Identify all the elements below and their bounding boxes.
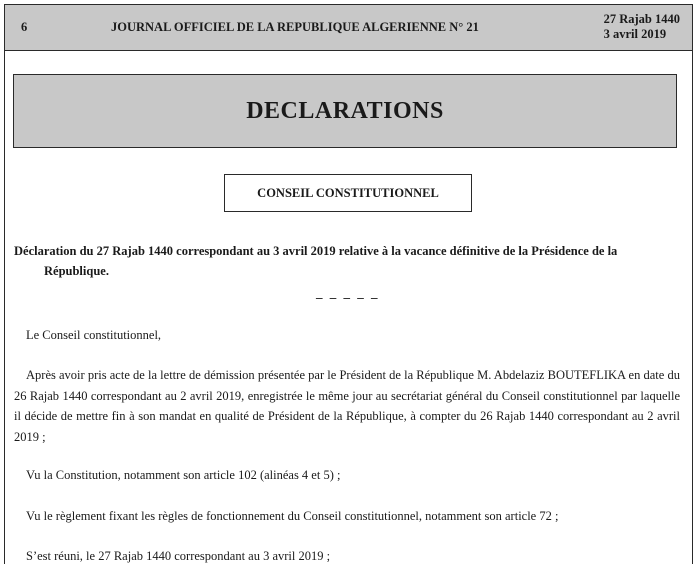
paragraph-reglement: Vu le règlement fixant les règles de fonctionnement du Conseil constitutionnel, notamment son article 72 ; xyxy=(26,509,559,523)
paragraph-resignation: Après avoir pris acte de la lettre de démission présentée par le Président de la République M. Abdelaziz BOUTEFLIKA en date du 26 Rajab 1440 correspondant au 2 avril 2019, enregistrée le même jour au secrétariat général du Conseil constitutionnel par laquelle il décide de mettre fin à son mandat en qualité de Président de la République, à compter du 26 Rajab 1440 correspondant au 2 avril 2019 ; xyxy=(14,368,680,444)
section-title: DECLARATIONS xyxy=(246,97,444,124)
paragraph-preamble: Le Conseil constitutionnel, xyxy=(26,328,162,342)
organization-box xyxy=(224,174,472,212)
declaration-title-line2: République. xyxy=(44,264,109,278)
issue-date xyxy=(604,12,680,42)
journal-title: JOURNAL OFFICIEL DE LA REPUBLIQUE ALGERIENNE N° 21 xyxy=(111,20,479,34)
paragraph-constitution: Vu la Constitution, notamment son article 102 (alinéas 4 et 5) ; xyxy=(26,468,341,482)
declaration-title-line1: Déclaration du 27 Rajab 1440 correspondant au 3 avril 2019 relative à la vacance définitive de la Présidence de la xyxy=(14,244,618,258)
organization-name: CONSEIL CONSTITUTIONNEL xyxy=(257,185,439,200)
issue-date-gregorian: 3 avril 2019 xyxy=(603,27,667,41)
title-separator: _ _ _ _ _ xyxy=(316,285,380,300)
page-header xyxy=(5,5,692,51)
section-banner xyxy=(13,74,677,148)
page-number: 6 xyxy=(21,20,28,34)
paragraph-reunion: S’est réuni, le 27 Rajab 1440 correspondant au 3 avril 2019 ; xyxy=(26,549,331,563)
declaration-title xyxy=(14,241,682,281)
issue-date-hijri: 27 Rajab 1440 xyxy=(603,12,680,26)
